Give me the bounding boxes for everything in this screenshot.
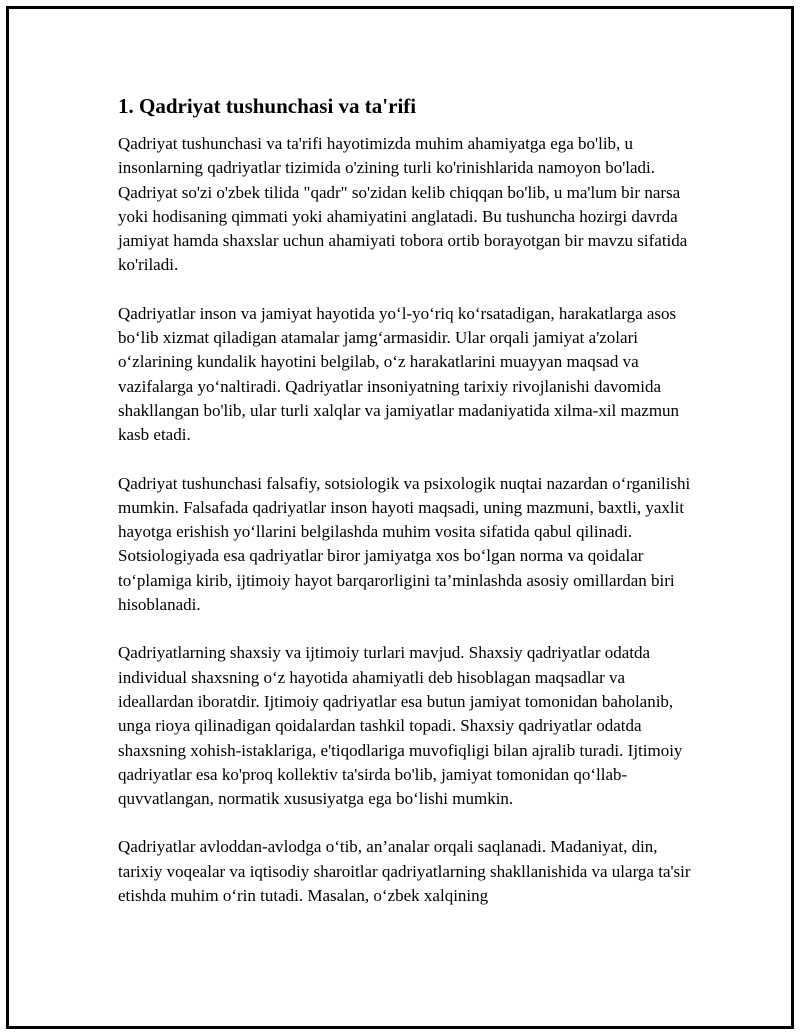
paragraph-4: Qadriyatlarning shaxsiy va ijtimoiy turlari mavjud. Shaxsiy qadriyatlar odatda individual shaxsning o‘z hayotida ahamiyatli deb hisoblagan maqsadlar va ideallardan iboratdir. Ijtimoiy qadriyatlar esa butun jamiyat tomonidan baholanib, unga rioya qilinadigan qoidalardan tashkil topadi. Shaxsiy qadriyatlar odatda shaxsning xohish-istaklariga, e'tiqodlariga muvofiqligi bilan ajralib turadi. Ijtimoiy qadriyatlar esa ko'proq kollektiv ta'sirda bo'lib, jamiyat tomonidan qo‘llab-quvvatlangan, normatik xususiyatga ega bo‘lishi mumkin.: [118, 643, 683, 809]
section-heading: 1. Qadriyat tushunchasi va ta'rifi: [118, 94, 417, 118]
paragraph-2: Qadriyatlar inson va jamiyat hayotida yo‘l-yo‘riq ko‘rsatadigan, harakatlarga asos bo‘lib xizmat qiladigan atamalar jamg‘armasidir. Ular orqali jamiyat a'zolari o‘zlarining kundalik hayotini belgilab, o‘z harakatlarini muayyan maqsad va vazifalarga yo‘naltiradi. Qadriyatlar insoniyatning tarixiy rivojlanishi davomida shakllangan bo'lib, ular turli xalqlar va jamiyatlar madaniyatida xilma-xil mazmun kasb etadi.: [118, 303, 680, 445]
document-body: [118, 92, 698, 932]
paragraph-1: Qadriyat tushunchasi va ta'rifi hayotimizda muhim ahamiyatga ega bo'lib, u insonlarning qadriyatlar tizimida o'zining turli ko'rinishlarida namoyon bo'ladi. Qadriyat so'zi o'zbek tilida "qadr" so'zidan kelib chiqqan bo'lib, u ma'lum bir narsa yoki hodisaning qimmati yoki ahamiyatini anglatadi. Bu tushuncha hozirgi davrda jamiyat hamda shaxslar uchun ahamiyati tobora ortib borayotgan bir mavzu sifatida ko'riladi.: [118, 134, 688, 275]
paragraph-3: Qadriyat tushunchasi falsafiy, sotsiologik va psixologik nuqtai nazardan o‘rganilishi mumkin. Falsafada qadriyatlar inson hayoti maqsadi, uning mazmuni, baxtli, yaxlit hayotga erishish yo‘llarini belgilashda muhim vosita sifatida qabul qilinadi. Sotsiologiyada esa qadriyatlar biror jamiyatga xos bo‘lgan norma va qoidalar to‘plamiga kirib, ijtimoiy hayot barqarorligini ta’minlashda asosiy omillardan biri hisoblanadi.: [118, 473, 691, 615]
paragraph-5: Qadriyatlar avloddan-avlodga o‘tib, an’analar orqali saqlanadi. Madaniyat, din, tarixiy voqealar va iqtisodiy sharoitlar qadriyatlarning shakllanishida va ularga ta'sir etishda muhim o‘rin tutadi. Masalan, o‘zbek xalqining: [118, 837, 691, 906]
